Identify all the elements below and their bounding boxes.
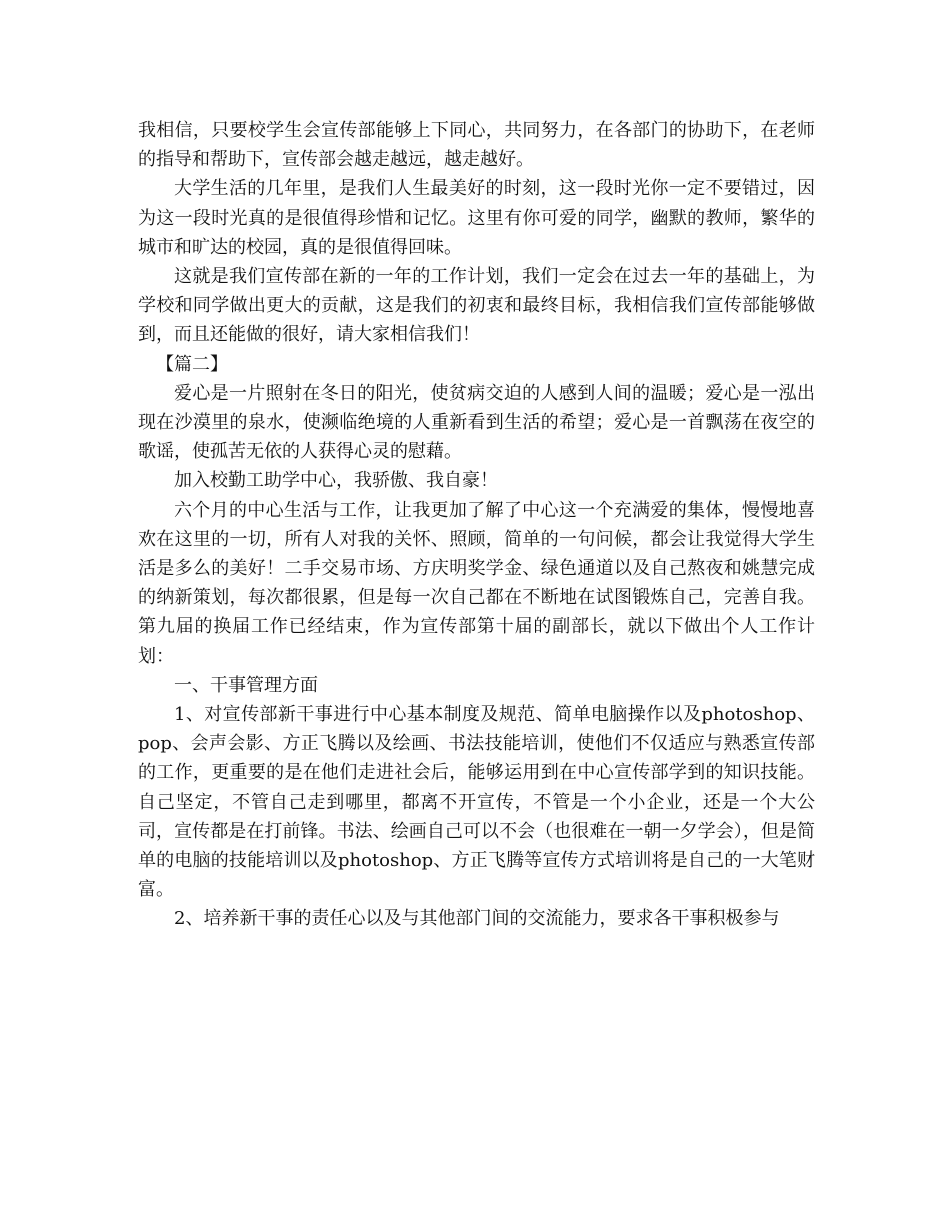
- paragraph-item-2: 2、培养新干事的责任心以及与其他部门间的交流能力，要求各干事积极参与: [174, 908, 780, 930]
- section-heading-part-two: 【篇二】: [156, 353, 228, 375]
- paragraph-item-1: 1、对宣传部新干事进行中心基本制度及规范、简单电脑操作以及photoshop、pop、会声会影、方正飞腾以及绘画、书法技能培训，使他们不仅适应与熟悉宣传部的工作，更重要的是在他们走进社会后，能够运用到在中心宣传部学到的知识技能。自己坚定，不管自己走到哪里，都离不开宣传，不管是一个小企业，还是一个大公司，宣传都是在打前锋。书法、绘画自己可以不会（也很难在一朝一夕学会），但是简单的电脑的技能培训以及photoshop、方正飞腾等宣传方式培训将是自己的一大笔财富。: [138, 704, 815, 901]
- subheading-staff-management: 一、干事管理方面: [174, 674, 318, 696]
- document-body: [138, 116, 815, 934]
- paragraph-2: 大学生活的几年里，是我们人生最美好的时刻，这一段时光你一定不要错过，因为这一段时光真的是很值得珍惜和记忆。这里有你可爱的同学，幽默的教师，繁华的城市和旷达的校园，真的是很值得回味。: [138, 178, 815, 258]
- paragraph-6: 六个月的中心生活与工作，让我更加了解了中心这一个充满爱的集体，慢慢地喜欢在这里的一切，所有人对我的关怀、照顾，简单的一句问候，都会让我觉得大学生活是多么的美好！二手交易市场、方庆明奖学金、绿色通道以及自己熬夜和姚慧完成的纳新策划，每次都很累，但是每一次自己都在不断地在试图锻炼自己，完善自我。第九届的换届工作已经结束，作为宣传部第十届的副部长，就以下做出个人工作计划：: [138, 499, 815, 667]
- paragraph-4: 爱心是一片照射在冬日的阳光，使贫病交迫的人感到人间的温暖；爱心是一泓出现在沙漠里的泉水，使濒临绝境的人重新看到生活的希望；爱心是一首飘荡在夜空的歌谣，使孤苦无依的人获得心灵的慰藉。: [138, 382, 815, 463]
- paragraph-5: 加入校勤工助学中心，我骄傲、我自豪！: [174, 470, 498, 492]
- paragraph-1: 我相信，只要校学生会宣传部能够上下同心，共同努力，在各部门的协助下，在老师的指导和帮助下，宣传部会越走越远，越走越好。: [138, 120, 815, 171]
- paragraph-3: 这就是我们宣传部在新的一年的工作计划，我们一定会在过去一年的基础上，为学校和同学做出更大的贡献，这是我们的初衷和最终目标，我相信我们宣传部能够做到，而且还能做的很好，请大家相信我们！: [138, 266, 815, 346]
